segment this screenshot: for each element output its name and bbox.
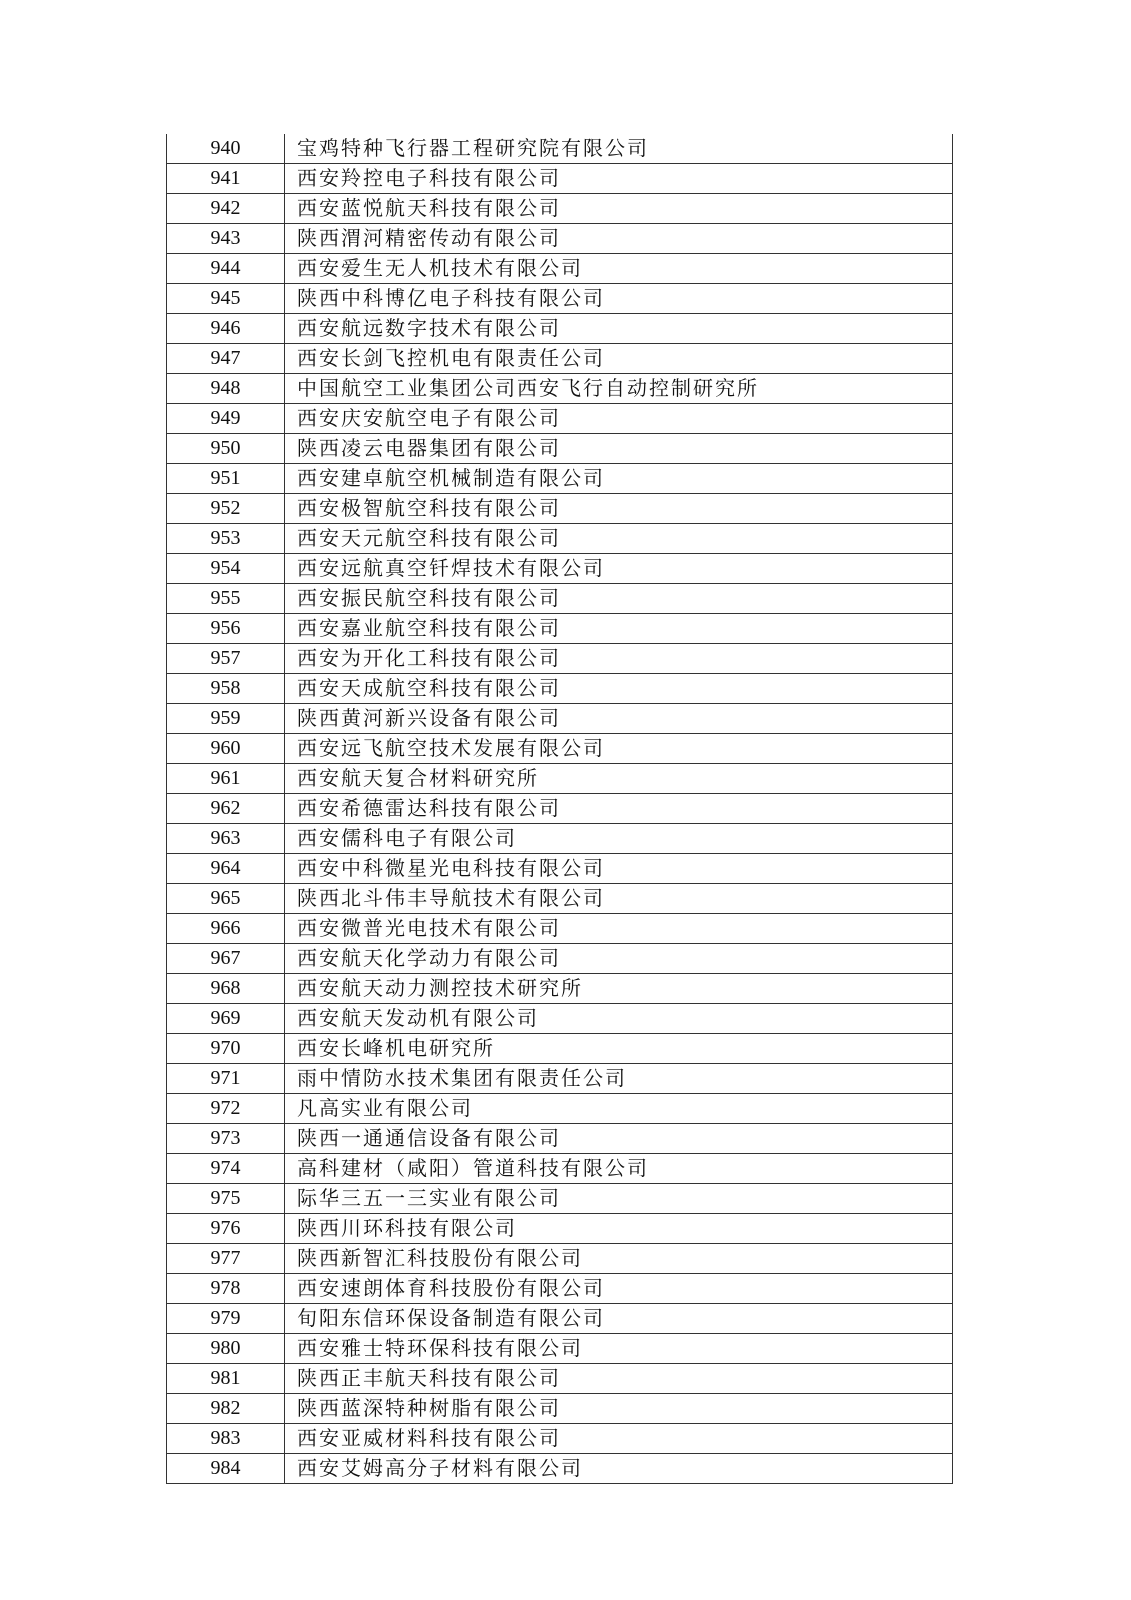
- table-row: [167, 1454, 953, 1484]
- table-row: [167, 524, 953, 554]
- row-number: 952: [167, 494, 285, 524]
- table-row: [167, 764, 953, 794]
- row-number: 969: [167, 1004, 285, 1034]
- table-row: [167, 1094, 953, 1124]
- company-name: 西安建卓航空机械制造有限公司: [285, 464, 953, 494]
- table-row: [167, 374, 953, 404]
- row-number: 945: [167, 284, 285, 314]
- table-row: [167, 1034, 953, 1064]
- row-number: 950: [167, 434, 285, 464]
- row-number: 960: [167, 734, 285, 764]
- company-name: 西安庆安航空电子有限公司: [285, 404, 953, 434]
- table-row: [167, 254, 953, 284]
- table-row: [167, 164, 953, 194]
- company-name: 西安希德雷达科技有限公司: [285, 794, 953, 824]
- table-row: [167, 464, 953, 494]
- table-row: [167, 1334, 953, 1364]
- company-name: 西安嘉业航空科技有限公司: [285, 614, 953, 644]
- table-row: [167, 344, 953, 374]
- row-number: 979: [167, 1304, 285, 1334]
- company-name: 雨中情防水技术集团有限责任公司: [285, 1064, 953, 1094]
- row-number: 984: [167, 1454, 285, 1484]
- table-row: [167, 854, 953, 884]
- row-number: 947: [167, 344, 285, 374]
- table-row: [167, 404, 953, 434]
- table-row: [167, 1184, 953, 1214]
- row-number: 983: [167, 1424, 285, 1454]
- company-name: 宝鸡特种飞行器工程研究院有限公司: [285, 134, 953, 164]
- company-name: 中国航空工业集团公司西安飞行自动控制研究所: [285, 374, 953, 404]
- table-row: [167, 284, 953, 314]
- table-row: [167, 824, 953, 854]
- table-row: [167, 1274, 953, 1304]
- row-number: 953: [167, 524, 285, 554]
- table-row: [167, 314, 953, 344]
- row-number: 972: [167, 1094, 285, 1124]
- company-name: 陕西渭河精密传动有限公司: [285, 224, 953, 254]
- company-name: 西安艾姆高分子材料有限公司: [285, 1454, 953, 1484]
- row-number: 965: [167, 884, 285, 914]
- row-number: 941: [167, 164, 285, 194]
- company-name: 西安天元航空科技有限公司: [285, 524, 953, 554]
- company-name: 陕西正丰航天科技有限公司: [285, 1364, 953, 1394]
- company-name: 西安爱生无人机技术有限公司: [285, 254, 953, 284]
- company-name: 西安长剑飞控机电有限责任公司: [285, 344, 953, 374]
- row-number: 940: [167, 134, 285, 164]
- table-row: [167, 494, 953, 524]
- company-name: 西安雅士特环保科技有限公司: [285, 1334, 953, 1364]
- row-number: 964: [167, 854, 285, 884]
- company-name: 西安航天复合材料研究所: [285, 764, 953, 794]
- table-row: [167, 134, 953, 164]
- table-row: [167, 1064, 953, 1094]
- company-name: 陕西凌云电器集团有限公司: [285, 434, 953, 464]
- row-number: 942: [167, 194, 285, 224]
- row-number: 977: [167, 1244, 285, 1274]
- company-name: 西安航天发动机有限公司: [285, 1004, 953, 1034]
- company-name: 陕西新智汇科技股份有限公司: [285, 1244, 953, 1274]
- company-name: 西安亚威材料科技有限公司: [285, 1424, 953, 1454]
- row-number: 982: [167, 1394, 285, 1424]
- row-number: 944: [167, 254, 285, 284]
- company-name: 西安航远数字技术有限公司: [285, 314, 953, 344]
- company-name: 高科建材（咸阳）管道科技有限公司: [285, 1154, 953, 1184]
- table-row: [167, 1394, 953, 1424]
- row-number: 980: [167, 1334, 285, 1364]
- row-number: 970: [167, 1034, 285, 1064]
- row-number: 948: [167, 374, 285, 404]
- row-number: 956: [167, 614, 285, 644]
- row-number: 946: [167, 314, 285, 344]
- table-body: [167, 134, 953, 1484]
- row-number: 951: [167, 464, 285, 494]
- row-number: 973: [167, 1124, 285, 1154]
- row-number: 963: [167, 824, 285, 854]
- company-name: 陕西一通通信设备有限公司: [285, 1124, 953, 1154]
- table-row: [167, 1124, 953, 1154]
- company-name: 陕西中科博亿电子科技有限公司: [285, 284, 953, 314]
- table-row: [167, 584, 953, 614]
- company-name: 西安中科微星光电科技有限公司: [285, 854, 953, 884]
- company-name: 西安航天化学动力有限公司: [285, 944, 953, 974]
- row-number: 962: [167, 794, 285, 824]
- row-number: 958: [167, 674, 285, 704]
- table-row: [167, 644, 953, 674]
- company-name: 凡高实业有限公司: [285, 1094, 953, 1124]
- company-name: 西安远航真空钎焊技术有限公司: [285, 554, 953, 584]
- table-row: [167, 554, 953, 584]
- company-name: 西安远飞航空技术发展有限公司: [285, 734, 953, 764]
- table-row: [167, 1244, 953, 1274]
- company-name: 陕西北斗伟丰导航技术有限公司: [285, 884, 953, 914]
- table-row: [167, 1304, 953, 1334]
- row-number: 949: [167, 404, 285, 434]
- table-row: [167, 704, 953, 734]
- row-number: 975: [167, 1184, 285, 1214]
- company-list-table: [166, 134, 953, 1484]
- table-row: [167, 884, 953, 914]
- table-row: [167, 944, 953, 974]
- table-row: [167, 974, 953, 1004]
- row-number: 966: [167, 914, 285, 944]
- company-name: 西安速朗体育科技股份有限公司: [285, 1274, 953, 1304]
- row-number: 976: [167, 1214, 285, 1244]
- table-row: [167, 674, 953, 704]
- table-row: [167, 194, 953, 224]
- table-row: [167, 1424, 953, 1454]
- row-number: 957: [167, 644, 285, 674]
- company-name: 陕西黄河新兴设备有限公司: [285, 704, 953, 734]
- table-row: [167, 1214, 953, 1244]
- table-row: [167, 914, 953, 944]
- row-number: 971: [167, 1064, 285, 1094]
- row-number: 981: [167, 1364, 285, 1394]
- row-number: 943: [167, 224, 285, 254]
- row-number: 961: [167, 764, 285, 794]
- row-number: 978: [167, 1274, 285, 1304]
- company-name: 西安极智航空科技有限公司: [285, 494, 953, 524]
- company-name: 陕西蓝深特种树脂有限公司: [285, 1394, 953, 1424]
- company-name: 西安航天动力测控技术研究所: [285, 974, 953, 1004]
- table-row: [167, 1154, 953, 1184]
- company-name: 际华三五一三实业有限公司: [285, 1184, 953, 1214]
- company-name: 西安振民航空科技有限公司: [285, 584, 953, 614]
- table-row: [167, 1364, 953, 1394]
- table-row: [167, 734, 953, 764]
- company-name: 陕西川环科技有限公司: [285, 1214, 953, 1244]
- row-number: 967: [167, 944, 285, 974]
- company-name: 西安为开化工科技有限公司: [285, 644, 953, 674]
- company-name: 西安儒科电子有限公司: [285, 824, 953, 854]
- company-name: 旬阳东信环保设备制造有限公司: [285, 1304, 953, 1334]
- company-name: 西安蓝悦航天科技有限公司: [285, 194, 953, 224]
- company-table: [166, 134, 953, 1484]
- company-name: 西安长峰机电研究所: [285, 1034, 953, 1064]
- row-number: 954: [167, 554, 285, 584]
- table-row: [167, 434, 953, 464]
- row-number: 968: [167, 974, 285, 1004]
- row-number: 974: [167, 1154, 285, 1184]
- company-name: 西安羚控电子科技有限公司: [285, 164, 953, 194]
- table-row: [167, 224, 953, 254]
- table-row: [167, 614, 953, 644]
- company-name: 西安微普光电技术有限公司: [285, 914, 953, 944]
- row-number: 955: [167, 584, 285, 614]
- table-row: [167, 794, 953, 824]
- row-number: 959: [167, 704, 285, 734]
- table-row: [167, 1004, 953, 1034]
- company-name: 西安天成航空科技有限公司: [285, 674, 953, 704]
